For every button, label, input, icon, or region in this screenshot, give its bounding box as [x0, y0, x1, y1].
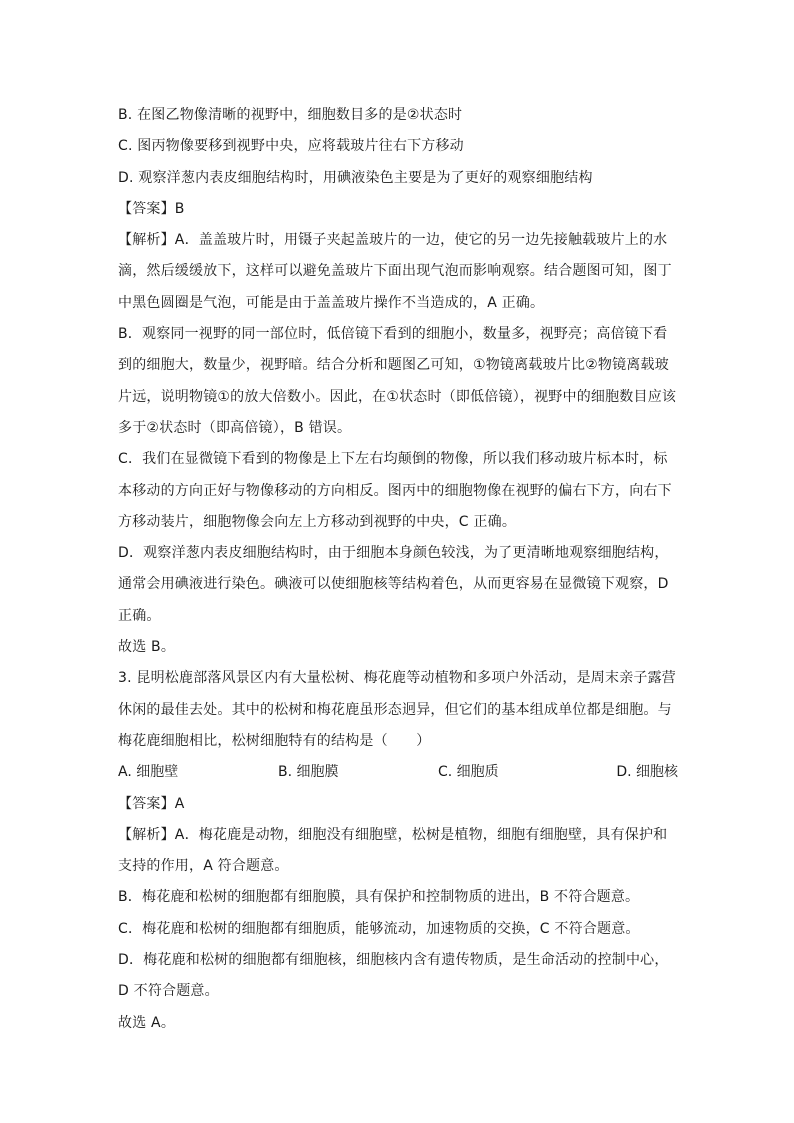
option-d: D. 细胞核 — [616, 764, 678, 781]
analysis-line: 【解析】A．盖盖玻片时，用镊子夹起盖玻片的一边，使它的另一边先接触载玻片上的水 — [118, 232, 668, 249]
option-a: A. 细胞壁 — [118, 764, 179, 781]
analysis-line: C．我们在显微镜下看到的物像是上下左右均颠倒的物像，所以我们移动玻片标本时，标 — [118, 451, 668, 468]
answer-options — [118, 757, 678, 788]
analysis-line: 中黑色圆圈是气泡，可能是由于盖盖玻片操作不当造成的，A 正确。 — [118, 294, 545, 311]
analysis-line: 方移动装片，细胞物像会向左上方移动到视野的中央，C 正确。 — [118, 513, 517, 530]
conclusion-line: 故选 A。 — [118, 1014, 176, 1031]
answer-line: 【答案】A — [118, 795, 185, 812]
option-b: B. 细胞膜 — [278, 764, 339, 781]
analysis-line: 【解析】A．梅花鹿是动物，细胞没有细胞壁，松树是植物，细胞有细胞壁，具有保护和 — [118, 826, 668, 843]
analysis-line: 正确。 — [118, 607, 161, 624]
analysis-line: D．梅花鹿和松树的细胞都有细胞核，细胞核内含有遗传物质，是生命活动的控制中心， — [118, 952, 669, 969]
analysis-line: 本移动的方向正好与物像移动的方向相反。图丙中的细胞物像在视野的偏右下方，向右下 — [118, 482, 672, 499]
analysis-line: D．观察洋葱内表皮细胞结构时，由于细胞本身颜色较浅，为了更清晰地观察细胞结构， — [118, 545, 669, 562]
analysis-line: 片远，说明物镜①的放大倍数小。因此，在①状态时（即低倍镜），视野中的细胞数目应该 — [118, 388, 677, 405]
option-c: C. 细胞质 — [438, 764, 499, 781]
analysis-line: 多于②状态时（即高倍镜），B 错误。 — [118, 419, 352, 436]
analysis-line: B．观察同一视野的同一部位时，低倍镜下看到的细胞小，数量多，视野亮；高倍镜下看 — [118, 326, 668, 343]
analysis-line: 通常会用碘液进行染色。碘液可以使细胞核等结构着色，从而更容易在显微镜下观察，D — [118, 576, 669, 593]
option-d-line: D. 观察洋葱内表皮细胞结构时，用碘液染色主要是为了更好的观察细胞结构 — [118, 169, 593, 186]
analysis-line: 滴，然后缓缓放下，这样可以避免盖玻片下面出现气泡而影响观察。结合题图可知，图丁 — [118, 263, 672, 280]
question-line: 休闲的最佳去处。其中的松树和梅花鹿虽形态迥异，但它们的基本组成单位都是细胞。与 — [118, 701, 672, 718]
analysis-line: 支持的作用，A 符合题意。 — [118, 858, 289, 875]
option-b-line: B. 在图乙物像清晰的视野中，细胞数目多的是②状态时 — [118, 107, 463, 123]
document-content — [118, 100, 678, 1039]
question-line: 梅花鹿细胞相比，松树细胞特有的结构是（ ） — [118, 732, 431, 749]
question-line: 3. 昆明松鹿部落风景区内有大量松树、梅花鹿等动植物和多项户外活动，是周末亲子露营 — [118, 670, 677, 687]
analysis-line: D 不符合题意。 — [118, 983, 219, 1000]
analysis-line: B．梅花鹿和松树的细胞都有细胞膜，具有保护和控制物质的进出，B 不符合题意。 — [118, 889, 640, 906]
answer-line: 【答案】B — [118, 200, 185, 217]
analysis-line: C．梅花鹿和松树的细胞都有细胞质，能够流动，加速物质的交换，C 不符合题意。 — [118, 920, 640, 937]
analysis-line: 到的细胞大，数量少，视野暗。结合分析和题图乙可知，①物镜离载玻片比②物镜离载玻 — [118, 357, 669, 374]
conclusion-line: 故选 B。 — [118, 639, 176, 656]
option-c-line: C. 图丙物像要移到视野中央，应将载玻片往右下方移动 — [118, 138, 464, 155]
